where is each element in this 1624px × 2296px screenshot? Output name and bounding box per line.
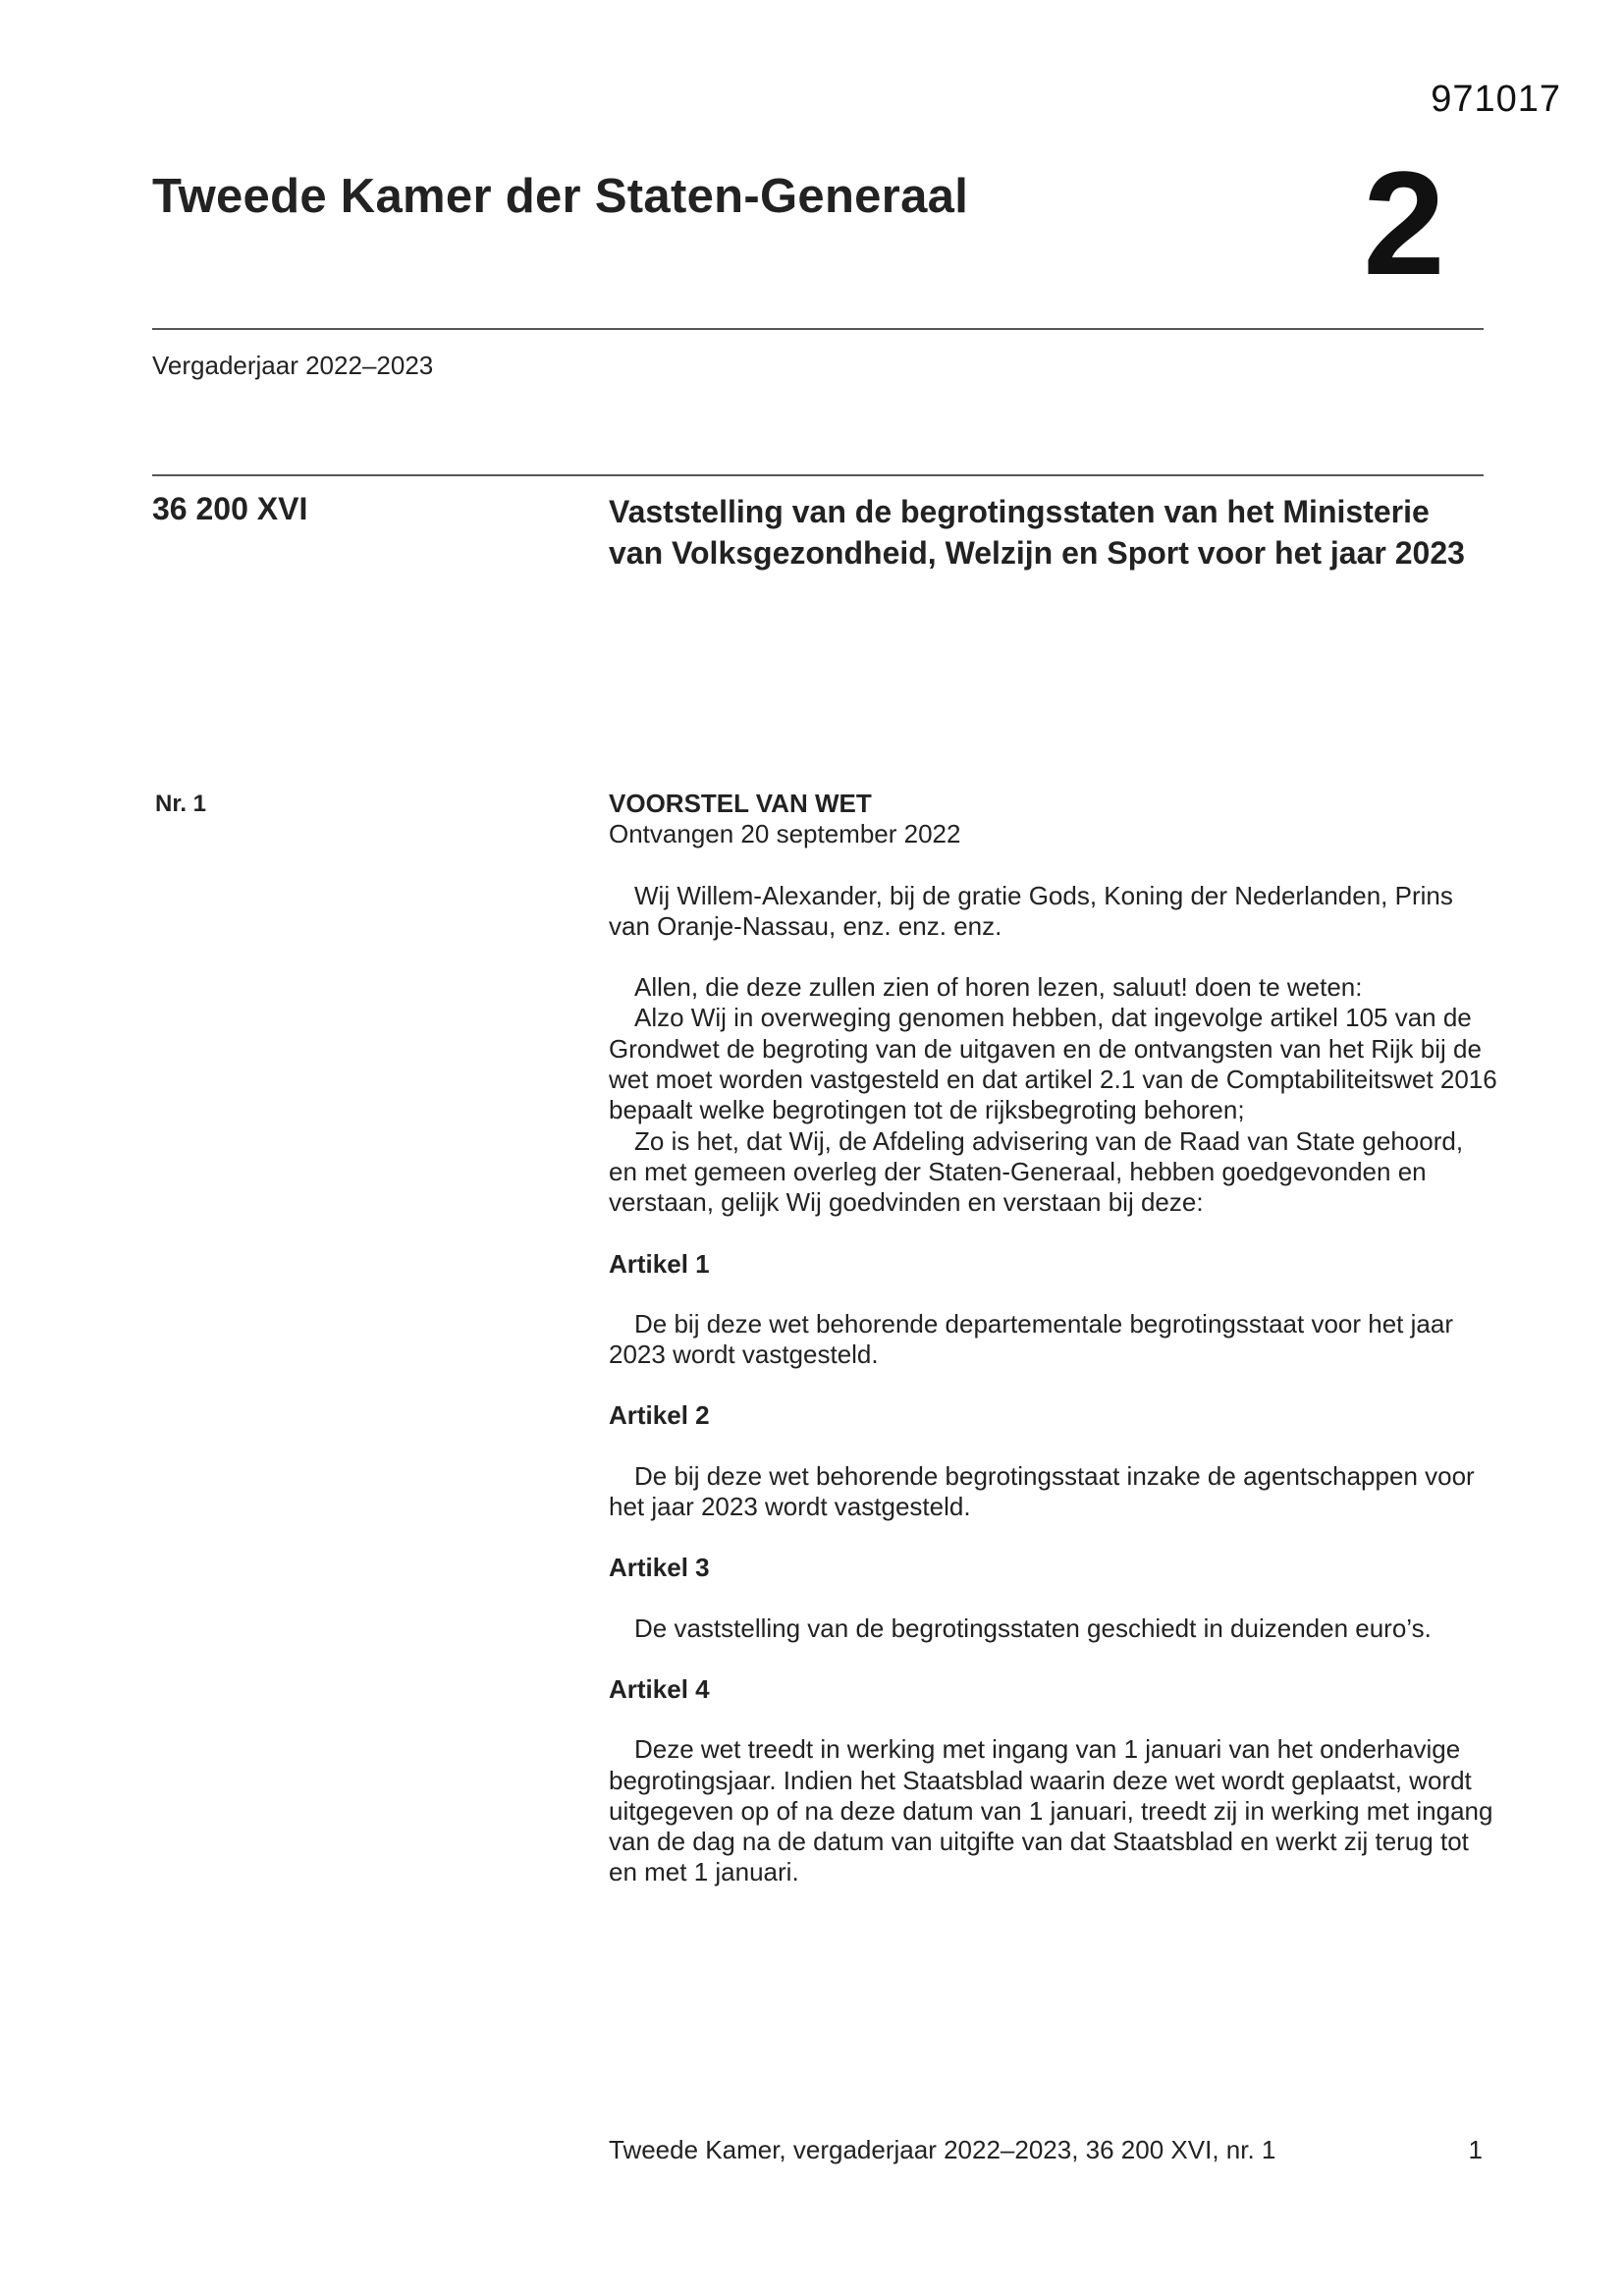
document-series-number: 2 — [1363, 140, 1445, 305]
page-number: 1 — [1468, 2135, 1483, 2164]
divider — [152, 328, 1484, 330]
article-3-text: De vaststelling van de begrotingsstaten geschiedt in duizenden euro’s. — [634, 1613, 1432, 1643]
dossier-number: 36 200 XVI — [152, 491, 308, 526]
article-1-title: Artikel 1 — [609, 1248, 710, 1279]
preamble-king: Wij Willem-Alexander, bij de gratie Gods, Koning der Nederlanden, Prins van Oranje-Nassau, enz. enz. enz. — [609, 880, 1453, 941]
article-4-title: Artikel 4 — [609, 1673, 710, 1704]
article-3-title: Artikel 3 — [609, 1553, 710, 1583]
bill-body — [609, 789, 1497, 1888]
article-2-text: De bij deze wet behorende begrotingsstaat inzake de agentschappen voor het jaar 2023 wordt vastgesteld. — [609, 1460, 1475, 1522]
article-1-text: De bij deze wet behorende departementale begrotingsstaat voor het jaar 2023 wordt vastgesteld. — [609, 1308, 1453, 1370]
document-id: 971017 — [1431, 79, 1561, 120]
footer-reference: Tweede Kamer, vergaderjaar 2022–2023, 36 200 XVI, nr. 1 — [609, 2135, 1276, 2164]
preamble-considerations: Alzo Wij in overweging genomen hebben, dat ingevolge artikel 105 van de Grondwet de begroting van de uitgaven en de ontvangsten van het Rijk bij de wet moet worden vastgesteld en dat artikel 2.1 van de Comptabiliteitswet 2016 bepaalt welke begrotingen tot de rijksbegroting behoren; — [609, 1003, 1497, 1125]
session-year: Vergaderjaar 2022–2023 — [152, 351, 434, 380]
preamble-enactment: Zo is het, dat Wij, de Afdeling advisering van de Raad van State gehoord, en met gemeen overleg der Staten-Generaal, hebben goedgevonden en verstaan, gelijk Wij goedvinden en verstaan bij deze: — [609, 1125, 1464, 1218]
dossier-subject — [609, 491, 1492, 574]
article-2-title: Artikel 2 — [609, 1400, 710, 1431]
chamber-title: Tweede Kamer der Staten-Generaal — [152, 170, 969, 223]
received-date: Ontvangen 20 september 2022 — [609, 819, 961, 849]
subject-line-2: van Volksgezondheid, Welzijn en Sport voor het jaar 2023 — [609, 535, 1465, 571]
divider — [152, 474, 1484, 476]
subject-line-1: Vaststelling van de begrotingsstaten van het Ministerie — [609, 494, 1430, 529]
preamble-greeting: Allen, die deze zullen zien of horen lezen, saluut! doen te weten: — [634, 972, 1363, 1003]
article-4-text: Deze wet treedt in werking met ingang van 1 januari van het onderhavige begrotingsjaar. Indien het Staatsblad waarin deze wet wordt geplaatst, wordt uitgegeven op of na deze datum van 1 januari, treedt zij in werking met ingang van de dag na de datum van uitgifte van dat Staatsblad en werkt zij terug tot en met 1 januari. — [609, 1734, 1493, 1887]
item-number: Nr. 1 — [155, 791, 207, 817]
bill-title: VOORSTEL VAN WET — [609, 789, 872, 818]
